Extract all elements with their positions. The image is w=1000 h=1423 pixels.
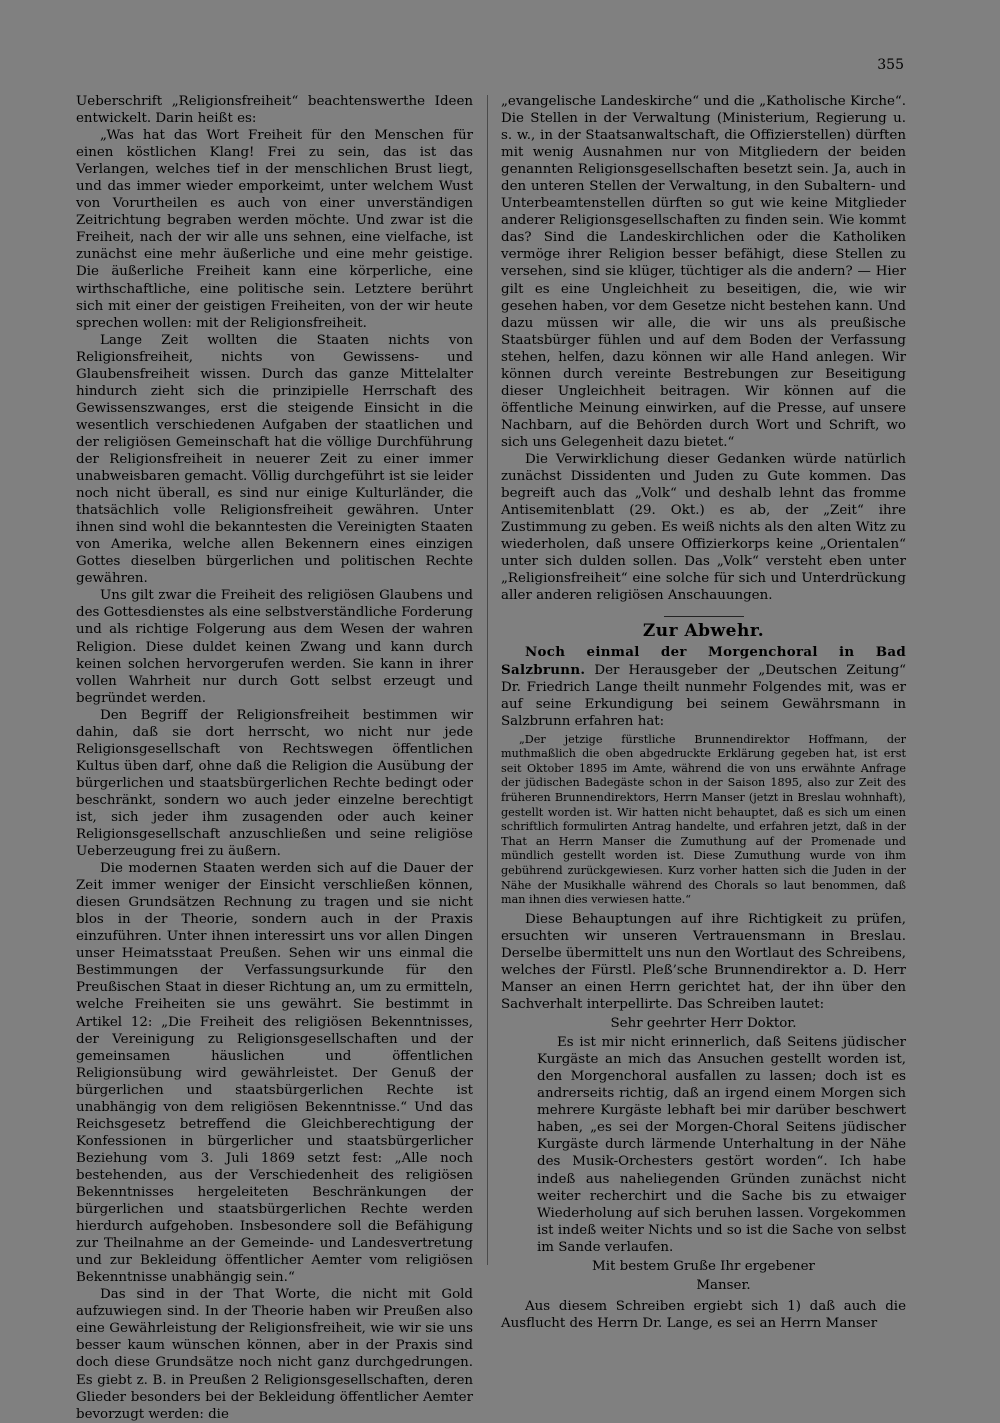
section-divider bbox=[664, 616, 744, 617]
paragraph: Die Verwirklichung dieser Gedanken würde natürlich zunächst Dissidenten und Juden zu Gute kommen. Das begreift auch das „Volk“ und deshalb lehnt das fromme Antisemitenblatt (29. Okt.) es ab, der „Zeit“ ihre Zustimmung zu geben. Es weiß nichts als den alten Witz zu wiederholen, daß unsere Offizierkorps keine „Orientalen“ unter sich dulden sollen. Das „Volk“ versteht eben unter „Religionsfreiheit“ eine solche für sich und Unterdrückung aller anderen religiösen Anschauungen. bbox=[501, 451, 906, 604]
quoted-statement: „Der jetzige fürstliche Brunnendirektor Hoffmann, der muthmaßlich die oben abgedruckte Erklärung gegeben hat, ist erst seit Oktober 1895 im Amte, während die von uns erwähnte Anfrage der jüdischen Badegäste schon in der Saison 1895, also zur Zeit des früheren Brunnendirektors, Herrn Manser (jetzt in Breslau wohnhaft), gestellt worden ist. Wir hatten nicht behauptet, daß es sich um einen schriftlich formulirten Antrag handelte, und erfahren jetzt, daß in der That an Herrn Manser die Zumuthung auf der Promenade und mündlich gestellt worden ist. Diese Zumuthung wurde von ihm gebührend zurückgewiesen. Kurz vorher hatten sich die Juden in der Nähe der Musikhalle während des Chorals so laut benommen, daß man ihnen dies verwiesen hatte.“ bbox=[501, 732, 906, 907]
paragraph: Das sind in der That Worte, die nicht mit Gold aufzuwiegen sind. In der Theorie haben wir Preußen also eine Gewährleistung der Religionsfreiheit, wie wir sie uns besser kaum wünschen können, aber in der Praxis sind doch diese Grundsätze noch nicht ganz durchgedrungen. Es giebt z. B. in Preußen 2 Religionsgesellschaften, deren Glieder besonders bei der Bekleidung öffentlicher Aemter bevorzugt werden: die bbox=[76, 1287, 473, 1422]
letter-body-block bbox=[537, 1034, 906, 1256]
article-lead bbox=[501, 644, 906, 729]
paragraph: Ueberschrift „Religionsfreiheit“ beachtenswerthe Ideen entwickelt. Darin heißt es: bbox=[76, 94, 473, 127]
letter-body: Es ist mir nicht erinnerlich, daß Seitens jüdischer Kurgäste an mich das Ansuchen gestellt worden ist, den Morgenchoral ausfallen zu lassen; doch ist es andrerseits richtig, daß an irgend einem Morgen sich mehrere Kurgäste lebhaft bei mir darüber beschwert haben, „es sei der Morgen-Choral Seitens jüdischer Kurgäste durch lärmende Unterhaltung in der Nähe des Musik-Orchesters gestört worden“. Ich habe indeß aus naheliegenden Gründen zunächst nicht weiter recherchirt und die Sache bis zu etwaiger Wiederholung auf sich beruhen lassen. Vorgekommen ist indeß weiter Nichts und so ist die Sache von selbst im Sande verlaufen. bbox=[537, 1035, 906, 1255]
page-number: 355 bbox=[877, 57, 904, 73]
article-intro: Der Herausgeber der „Deutschen Zeitung“ Dr. Friedrich Lange theilt nunmehr Folgendes mit, was er auf seine Erkundigung bei seinem Gewährsmann in Salzbrunn erfahren hat: bbox=[501, 662, 906, 729]
left-column bbox=[76, 93, 473, 1423]
section-title: Zur Abwehr. bbox=[642, 621, 765, 642]
letter-signature: Manser. bbox=[696, 1277, 751, 1293]
letter-closing: Mit bestem Gruße Ihr ergebener bbox=[592, 1258, 815, 1274]
paragraph: Diese Behauptungen auf ihre Richtigkeit zu prüfen, ersuchten wir unseren Vertrauensmann in Breslau. Derselbe übermittelt uns nun den Wortlaut des Schreibens, welches der Fürstl. Pleß’sche Brunnendirektor a. D. Herr Manser an einen Herrn gerichtet hat, der ihn über den Sachverhalt interpellirte. Das Schreiben lautet: bbox=[501, 911, 906, 1013]
paragraph: „evangelische Landeskirche“ und die „Katholische Kirche“. Die Stellen in der Verwaltung (Ministerium, Regierung u. s. w., in der Staatsanwaltschaft, die Offizierstellen) dürften mit wenig Ausnahmen nur von Mitgliedern der beiden genannten Religionsgesellschaften besetzt sein. Ja, auch in den unteren Stellen der Verwaltung, in den Subaltern- und Unterbeamtenstellen dürften so gut wie keine Mitglieder anderer Religionsgesellschaften zu finden sein. Wie kommt das? Sind die Landeskirchlichen oder die Katholiken vermöge ihrer Religion besser befähigt, diese Stellen zu versehen, sind sie klüger, tüchtiger als die andern? — Hier gilt es eine Ungleichheit zu beseitigen, die, wie wir gesehen haben, vor dem Gesetze nicht bestehen kann. Und dazu müssen wir alle, die wir uns als preußische Staatsbürger fühlen und auf dem Boden der Verfassung stehen, helfen, dazu können wir alle Hand anlegen. Wir können durch vereinte Bestrebungen zur Beseitigung dieser Ungleichheit beitragen. Wir können auf die öffentliche Meinung einwirken, auf die Presse, auf unsere Nachbarn, auf die Behörden durch Wort und Schrift, wo sich uns Gelegenheit dazu bietet.“ bbox=[501, 94, 906, 450]
column-divider bbox=[487, 95, 488, 1265]
paragraph: Lange Zeit wollten die Staaten nichts von Religionsfreiheit, nichts von Gewissens- und Glaubensfreiheit wissen. Durch das ganze Mittelalter hindurch zieht sich die prinzipielle Herrschaft des Gewissenszwanges, erst die steigende Einsicht in die wesentlich verschiedenen Aufgaben der staatlichen und der religiösen Gemeinschaft hat die völlige Durchführung der Religionsfreiheit in neuerer Zeit zu einer immer unabweisbaren gemacht. Völlig durchgeführt ist sie leider noch nicht überall, es sind nur einige Kulturländer, die thatsächlich volle Religionsfreiheit gewähren. Unter ihnen sind wohl die bekanntesten die Vereinigten Staaten von Amerika, welche allen Bekennern eines einzigen Gottes dieselben bürgerlichen und politischen Rechte gewähren. bbox=[76, 332, 473, 587]
letter-salutation: Sehr geehrter Herr Doktor. bbox=[610, 1016, 797, 1032]
paragraph: Den Begriff der Religionsfreiheit bestimmen wir dahin, daß sie dort herrscht, wo nicht nur jede Religionsgesellschaft von Rechtswegen öffentlichen Kultus üben darf, ohne daß die Religion die Ausübung der bürgerlichen und staatsbürgerlichen Rechte bedingt oder beschränkt, sondern wo auch jeder einzelne berechtigt ist, sich jeder ihm zusagenden oder auch keiner Religionsgesellschaft anzuschließen und seine religiöse Ueberzeugung frei zu äußern. bbox=[76, 707, 473, 860]
paragraph: Aus diesem Schreiben ergiebt sich 1) daß auch die Ausflucht des Herrn Dr. Lange, es sei an Herrn Manser bbox=[501, 1298, 906, 1331]
paragraph: Uns gilt zwar die Freiheit des religiösen Glaubens und des Gottesdienstes als eine selbstverständliche Forderung und als richtige Folgerung aus dem Wesen der wahren Religion. Diese duldet keinen Zwang und kann durch keinen solchen hervorgerufen werden. Sie kann in ihrer vollen Wahrheit nur durch Gott selbst erzeugt und begründet werden. bbox=[76, 588, 473, 706]
article-title: Noch einmal der Morgenchoral in Bad Salzbrunn. bbox=[501, 644, 906, 678]
paragraph: Die modernen Staaten werden sich auf die Dauer der Zeit immer weniger der Einsicht verschließen können, diesen Grundsätzen Rechnung zu tragen und sie nicht blos in der Theorie, sondern auch in der Praxis einzuführen. Unter ihnen interessirt uns vor allen Dingen unser Heimatsstaat Preußen. Sehen wir uns einmal die Bestimmungen der Verfassungsurkunde für den Preußischen Staat in dieser Richtung an, um zu ermitteln, welche Freiheiten sie uns gewährt. Sie bestimmt in Artikel 12: „Die Freiheit des religiösen Bekenntnisses, der Vereinigung zu Religionsgesellschaften und der gemeinsamen häuslichen und öffentlichen Religionsübung wird gewährleistet. Der Genuß der bürgerlichen und staatsbürgerlichen Rechte ist unabhängig von dem religiösen Bekenntnisse.“ Und das Reichsgesetz betreffend die Gleichberechtigung der Konfessionen in bürgerlicher und staatsbürgerlicher Beziehung vom 3. Juli 1869 setzt fest: „Alle noch bestehenden, aus der Verschiedenheit des religiösen Bekenntnisses hergeleiteten Beschränkungen der bürgerlichen und staatsbürgerlichen Rechte werden hierdurch aufgehoben. Insbesondere soll die Befähigung zur Theilnahme an der Gemeinde- und Landesvertretung und zur Bekleidung öffentlicher Aemter vom religiösen Bekenntnisse unabhängig sein.“ bbox=[76, 861, 473, 1286]
right-column bbox=[501, 93, 906, 1332]
paragraph: „Was hat das Wort Freiheit für den Menschen für einen köstlichen Klang! Frei zu sein, das ist das Verlangen, welches tief in der menschlichen Brust liegt, und das immer wieder emporkeimt, unter welchem Wust von Vorurtheilen es auch von einer unverständigen Zeitrichtung begraben werden möchte. Und zwar ist die Freiheit, nach der wir alle uns sehnen, eine vielfache, ist zunächst eine mehr äußerliche und eine mehr geistige. Die äußerliche Freiheit kann eine körperliche, eine wirthschaftliche, eine politische sein. Letztere berührt sich mit einer der geistigen Freiheiten, von der wir heute sprechen wollen: mit der Religionsfreiheit. bbox=[76, 128, 473, 331]
